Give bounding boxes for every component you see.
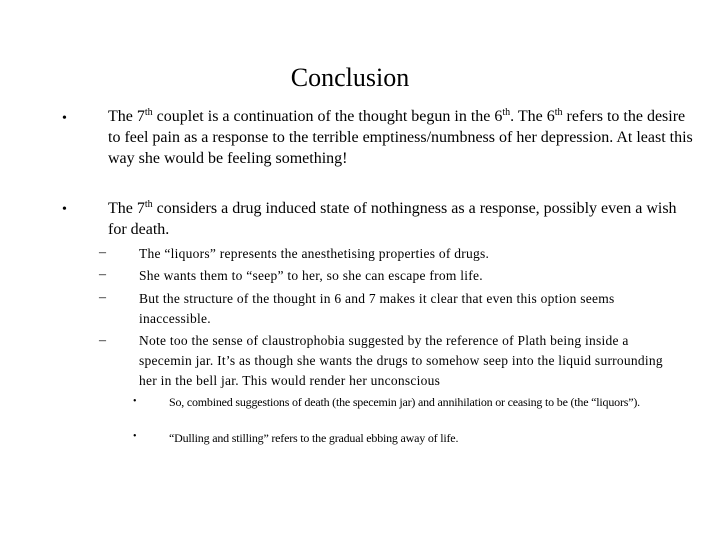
bullet-marker: • <box>62 111 67 126</box>
dash-marker: – <box>99 267 106 282</box>
subsub-item: “Dulling and stilling” refers to the gradual ebbing away of life. <box>169 431 459 445</box>
small-bullet-marker: • <box>133 431 137 442</box>
sub-item: She wants them to “seep” to her, so she can escape from life. <box>139 268 483 283</box>
dash-marker: – <box>99 290 106 305</box>
sub-item: Note too the sense of claustrophobia suggested by the reference of Plath being inside a specemin jar. It’s as though she wants the drugs to somehow seep into the liquid surrounding her in the bell jar. This would render her unconscious <box>139 333 663 388</box>
bullet-text: The 7th couplet is a continuation of the thought begun in the 6th. The 6th refers to the desire to feel pain as a response to the terrible emptiness/numbness of her depression. At least this way she would be feeling something! <box>108 107 693 167</box>
sub-item: The “liquors” represents the anesthetising properties of drugs. <box>139 246 490 261</box>
slide-title: Conclusion <box>290 63 410 92</box>
bullet-text: The 7th considers a drug induced state of nothingness as a response, possibly even a wish for death. <box>108 199 677 238</box>
bullet-marker: • <box>62 202 67 217</box>
subsub-item: So, combined suggestions of death (the specemin jar) and annihilation or ceasing to be (the “liquors”). <box>169 395 640 409</box>
dash-marker: – <box>99 245 106 260</box>
sub-item: But the structure of the thought in 6 and 7 makes it clear that even this option seems inaccessible. <box>139 291 615 326</box>
dash-marker: – <box>99 333 106 348</box>
small-bullet-marker: • <box>133 396 137 407</box>
